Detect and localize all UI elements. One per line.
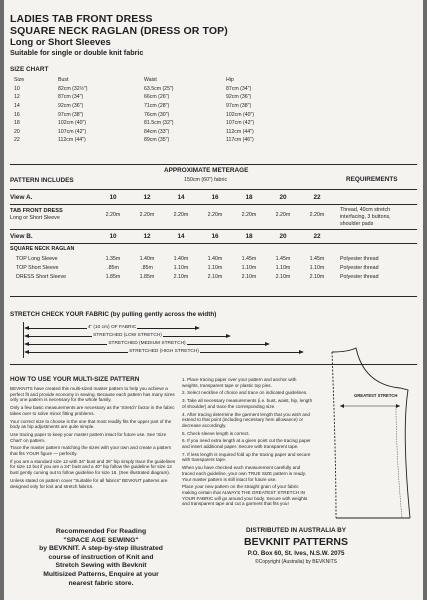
size-chart-row (14, 85, 296, 94)
divider (10, 204, 417, 205)
size-chart-table (14, 76, 296, 145)
meterage-value: 1.10m (309, 265, 325, 271)
size-chart-cell: 84cm (33") (144, 128, 170, 135)
size-column-header: 16 (211, 233, 219, 240)
size-chart-cell: 81.5cm (32") (144, 120, 174, 127)
meterage-value: 1.40m (207, 256, 223, 262)
size-chart-cell: 97cm (38") (226, 103, 252, 110)
meterage-value: 2.20m (275, 212, 291, 218)
size-chart-cell: 89cm (35") (144, 137, 170, 144)
size-chart-cell: 16 (14, 111, 20, 118)
recommended-reading-block (16, 528, 186, 588)
stretch-check-heading: STRETCH CHECK YOUR FABRIC (by pulling gently across the width) (10, 311, 217, 318)
divider (10, 164, 417, 165)
instruction-step: 5. Check sleeve length is correct. (182, 430, 250, 436)
stretch-bar-label: STRETCHED (LOW STRETCH) (93, 333, 162, 338)
view-a-label: View A. (10, 194, 33, 201)
brand-name: BEVKNIT PATTERNS (243, 536, 349, 548)
size-chart-heading: SIZE CHART (10, 66, 49, 73)
stretch-bar-label: STRETCHED (HIGH STRETCH) (129, 349, 199, 354)
recommend-line: nearest fabric store. (68, 579, 134, 587)
divider (10, 229, 417, 230)
size-chart-cell: 22 (14, 137, 20, 144)
instruction-step: 3. Take all necessary measurements (i.e. bust, waist, hip, length of shoulder) and trace the corresponding size. (182, 398, 313, 409)
requirement-text: Polyester thread (340, 265, 379, 271)
size-chart-cell: 92cm (36") (226, 94, 252, 101)
divider (10, 296, 417, 297)
subtitle-fabric: Suitable for single or double knit fabric (10, 48, 144, 57)
size-chart-cell: 10 (14, 85, 20, 92)
instruction-paragraph: Unless stated on pattern cover "Suitable for all fabrics" BEVKNIT patterns are designed only for knit and stretch fabrics. (10, 477, 168, 489)
instruction-step: When you have checked each measurement carefully and traced each guideline, your own TRUE SIZE pattern is ready. Your master pattern is still intact for future use. (182, 465, 306, 482)
size-chart-row (14, 93, 296, 102)
size-column-header: 10 (109, 194, 117, 201)
size-chart-row (14, 119, 296, 128)
size-column-header: 18 (245, 233, 253, 240)
size-chart-header-row (14, 76, 296, 85)
pattern-piece-diagram (322, 346, 420, 526)
how-to-left-column (10, 386, 176, 491)
size-chart-cell: 12 (14, 94, 20, 101)
size-chart-cell: 102cm (40") (226, 111, 255, 118)
meterage-value: 2.20m (241, 212, 257, 218)
view-b-label: View B. (10, 233, 33, 240)
size-chart-row (14, 110, 296, 119)
size-chart-row (14, 128, 296, 137)
meterage-value: .85m (107, 265, 119, 271)
title-sleeves: Long or Short Sleeves (10, 37, 111, 48)
size-column-header: 22 (313, 194, 321, 201)
size-column-header: 16 (211, 194, 219, 201)
requirement-text: Thread, 40cm stretch (340, 207, 391, 213)
instruction-step: Place your new pattern on the straight grain of your fabric making certain that ALWAYS THE GREATEST STRETCH IN YOUR FABRIC will go around your body. Secure with weights and transparent tape and cut a garment that fits you! (182, 484, 308, 507)
meterage-value: 1.45m (309, 256, 325, 262)
meterage-value: 2.20m (207, 212, 223, 218)
size-chart-cell: 18 (14, 120, 20, 127)
divider (10, 243, 417, 244)
approx-meterage-heading: APPROXIMATE METERAGE (164, 167, 249, 174)
view-b-row-label: TOP Long Sleeve (16, 256, 58, 262)
instruction-step: 2. Select neckline of choice and trace on indicated guidelines. (182, 390, 308, 396)
meterage-value: 2.10m (173, 274, 189, 280)
instruction-paragraph: If you are a standard size 12 with 34" bust and 36" hip simply trace the guidelines for size 12 but if you are a 34" bust and a 40" hip follow the guideline for size 12 bust gently curving out to follow guideline for size 18. (See illustrated diagram). (10, 458, 176, 476)
instruction-paragraph: Your correct size to choose is the one that most readily fits the upper part of the body as hip adjustments are quite simple. (10, 418, 172, 430)
column-header: Waist (144, 77, 157, 84)
instruction-paragraph: Only a few basic measurements are necessary as the 'Stretch' factor in the fabric takes over to solve minor fitting problems. (10, 405, 175, 416)
size-column-header: 10 (109, 233, 117, 240)
greatest-stretch-label: GREATEST STRETCH (354, 393, 398, 398)
stretch-bar-label: 4" (10 cm) OF FABRIC (87, 325, 137, 330)
meterage-value: 1.40m (173, 256, 189, 262)
size-chart-cell: 14 (14, 103, 20, 110)
view-b-group-title: SQUARE NECK RAGLAN (10, 246, 75, 252)
requirement-text: Polyester thread (340, 274, 379, 280)
meterage-value: 2.10m (275, 274, 291, 280)
stretch-bar-medium (24, 341, 270, 348)
recommend-line: Stretch Sewing with Bevknit (55, 562, 147, 570)
size-chart-cell: 117cm (46") (226, 137, 254, 144)
size-column-header: 20 (279, 194, 287, 201)
recommend-line: "SPACE AGE SEWING" (63, 536, 139, 544)
size-chart-cell: 87cm (34") (58, 94, 84, 101)
instruction-paragraph: BEVKNITS have created this multi-sized master pattern to help you achieve a perfect fit and provide economy in sewing. Because each pattern has many sizes only one pattern is necessary for the whole family. (10, 386, 175, 403)
size-chart-cell: 76cm (30") (144, 111, 170, 118)
title-square-neck-raglan: SQUARE NECK RAGLAN (DRESS OR TOP) (10, 25, 228, 37)
column-header: Size (14, 77, 25, 84)
column-header: Bust (58, 77, 69, 84)
meterage-value: 1.35m (105, 256, 121, 262)
size-chart-cell: 112cm (44") (58, 137, 86, 144)
requirement-text: Polyester thread (340, 256, 379, 262)
meterage-value: 2.20m (309, 212, 325, 218)
instruction-step: 7. If less length is required fold up the tracing paper and secure with transparent tape. (182, 451, 311, 463)
size-column-header: 12 (143, 194, 151, 201)
size-column-header: 14 (177, 194, 185, 201)
instruction-paragraph: Trace the master pattern matching the sizes with your own and create a pattern that fits YOUR figure — perfectly. (10, 445, 172, 457)
recommend-line: by BEVKNIT. A step-by-step illustrated (39, 545, 163, 553)
meterage-value: 1.40m (139, 256, 155, 262)
size-column-header: 18 (245, 194, 253, 201)
meterage-value: 1.85m (105, 274, 121, 280)
address: P.O. Box 60, St. Ives, N.S.W. 2075 (247, 550, 345, 557)
instruction-paragraph: Use tracing paper to keep your master pattern intact for future use. See 'Size Chart' on pattern. (10, 431, 167, 443)
fabric-width-label: 150cm (60") fabric (184, 177, 228, 183)
meterage-value: 1.10m (207, 265, 223, 271)
how-to-right-column (182, 377, 314, 509)
meterage-value: 1.10m (275, 265, 291, 271)
meterage-value: .85m (141, 265, 153, 271)
recommend-line: Multisized Patterns, Enquire at your (43, 570, 159, 578)
size-chart-cell: 82cm (32½") (58, 85, 88, 92)
size-chart-cell: 66cm (26") (144, 94, 170, 101)
size-chart-cell: 87cm (34") (226, 85, 252, 92)
requirement-text: interfacing, 3 buttons, (340, 214, 391, 220)
view-b-row-label: TOP Short Sleeve (16, 265, 59, 271)
meterage-value: 2.10m (207, 274, 223, 280)
size-chart-row (14, 136, 296, 145)
stretch-bar-high (24, 349, 304, 356)
meterage-value: 1.10m (241, 265, 257, 271)
divider (10, 189, 417, 190)
stretch-bar-fabric (24, 325, 200, 332)
recommend-line: course of instruction of Knit and (48, 553, 154, 561)
size-chart-cell: 92cm (36") (58, 103, 84, 110)
size-chart-cell: 112cm (44") (226, 128, 254, 135)
size-column-header: 12 (143, 233, 151, 240)
copyright: ©Copyright (Australia) by BEVKNITS (254, 559, 338, 565)
size-column-header: 14 (177, 233, 185, 240)
size-column-header: 22 (313, 233, 321, 240)
view-a-item-subtitle: Long or Short Sleeve (10, 215, 60, 221)
size-chart-row (14, 102, 296, 111)
meterage-value: 2.20m (173, 212, 189, 218)
requirement-text: shoulder pads (340, 221, 374, 227)
column-header: Hip (226, 77, 234, 84)
pattern-envelope-back (4, 0, 423, 600)
size-chart-cell: 63.5cm (25") (144, 85, 174, 92)
size-chart-cell: 102cm (40") (58, 120, 87, 127)
stretch-bar-low (24, 333, 231, 340)
title-tab-front-dress: LADIES TAB FRONT DRESS (10, 13, 153, 25)
meterage-value: 2.10m (309, 274, 325, 280)
requirements-heading: REQUIREMENTS (346, 176, 398, 183)
stretch-bar-label: STRETCHED (MEDIUM STRETCH) (108, 341, 186, 346)
instruction-step: 6. If you need extra length at a given point cut the tracing paper and insert additional paper. Secure with transparent tape. (182, 438, 311, 450)
instruction-step: 1. Place tracing paper over your pattern and anchor with weights, transparent tape or plastic top pins. (182, 377, 297, 388)
size-chart-cell: 97cm (38") (58, 111, 84, 118)
size-column-header: 20 (279, 233, 287, 240)
size-chart-cell: 20 (14, 128, 20, 135)
meterage-value: 2.10m (241, 274, 257, 280)
view-b-row-label: DRESS Short Sleeve (16, 274, 67, 280)
meterage-value: 1.85m (139, 274, 155, 280)
meterage-value: 2.20m (139, 212, 155, 218)
size-chart-cell: 107cm (42") (58, 128, 87, 135)
view-a-item-title: TAB FRONT DRESS (10, 208, 63, 214)
distributed-by: DISTRIBUTED IN AUSTRALIA BY (246, 527, 346, 534)
recommend-line: Recommended For Reading (55, 528, 147, 535)
size-chart-cell: 71cm (28") (144, 103, 170, 110)
meterage-value: 1.45m (241, 256, 257, 262)
meterage-value: 2.20m (105, 212, 121, 218)
meterage-value: 1.10m (173, 265, 189, 271)
instruction-step: 4. After tracing determine the garment length that you wish and extend to that point (including necessary hem allowance) or decrease accordingly. (182, 411, 310, 428)
size-chart-cell: 107cm (42") (226, 120, 255, 127)
meterage-value: 1.45m (275, 256, 291, 262)
pattern-includes-heading: PATTERN INCLUDES (10, 177, 74, 184)
how-to-heading: HOW TO USE YOUR MULTI-SIZE PATTERN (10, 376, 140, 383)
